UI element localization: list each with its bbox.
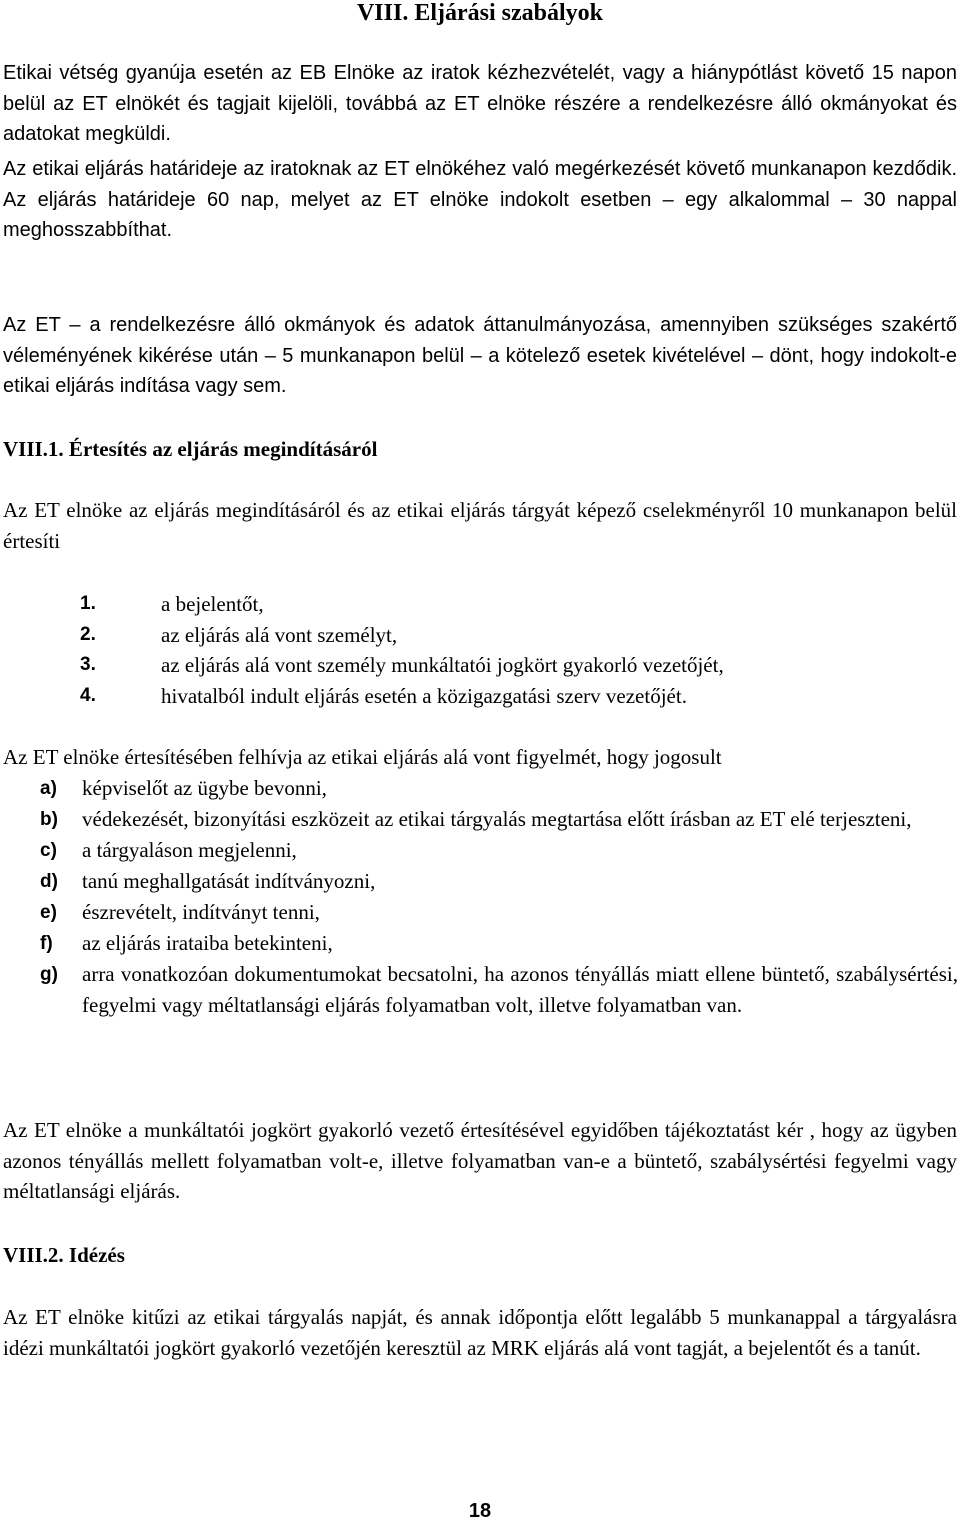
- list-number: 2.: [80, 623, 96, 645]
- notify-list: [80, 589, 940, 711]
- list-text: arra vonatkozóan dokumentumokat becsatolni, ha azonos tényállás miatt ellene büntető, szabálysértési, fegyelmi vagy méltatlansági eljárás folyamatban volt, illetve folyamatban van.: [82, 962, 958, 1017]
- paragraph-6: Az ET elnöke a munkáltatói jogkört gyakorló vezető értesítésével egyidőben tájékoztatást kér , hogy az ügyben azonos tényállás mellett folyamatban volt-e, illetve folyamatban van-e a büntető, szabálysértési fegyelmi vagy méltatlansági eljárás.: [3, 1118, 957, 1203]
- list-letter: c): [40, 840, 57, 861]
- list-item: [40, 928, 958, 959]
- list-text: képviselőt az ügybe bevonni,: [82, 776, 327, 800]
- list-item: [40, 804, 958, 835]
- list-letter: a): [40, 778, 57, 799]
- list-letter: g): [40, 964, 58, 985]
- page-number: 18: [468, 1500, 492, 1522]
- paragraph-1: Etikai vétség gyanúja esetén az EB Elnöke az iratok kézhezvételét, vagy a hiánypótlást követő 15 napon belül az ET elnökét és tagjait kijelöli, továbbá az ET elnöke részére a rendelkezésre álló okmányokat és adatokat megküldi.: [3, 62, 957, 145]
- list-text: a bejelentőt,: [161, 592, 264, 616]
- list-letter: d): [40, 871, 58, 892]
- rights-list: [40, 773, 958, 1021]
- list-item: [40, 866, 958, 897]
- paragraph-3: Az ET – a rendelkezésre álló okmányok és adatok áttanulmányozása, amennyiben szükséges szakértő véleményének kikérése után – 5 munkanapon belül – a kötelező esetek kivételével – dönt, hogy indokolt-e etikai eljárás indítása vagy sem.: [3, 314, 957, 397]
- list-letter: b): [40, 809, 58, 830]
- list-item: [80, 650, 940, 681]
- list-item: [40, 959, 958, 1021]
- list-text: az eljárás alá vont személy munkáltatói jogkört gyakorló vezetőjét,: [161, 653, 724, 677]
- list-item: [80, 681, 940, 712]
- list-text: észrevételt, indítványt tenni,: [82, 900, 320, 924]
- list-letter: e): [40, 902, 57, 923]
- heading-notification: VIII.1. Értesítés az eljárás megindításáról: [3, 437, 378, 461]
- paragraph-5: Az ET elnöke értesítésében felhívja az etikai eljárás alá vont figyelmét, hogy jogosult: [3, 745, 722, 769]
- list-text: hivatalból indult eljárás esetén a közigazgatási szerv vezetőjét.: [161, 683, 687, 708]
- list-item: [40, 835, 958, 866]
- list-text: a tárgyaláson megjelenni,: [82, 838, 297, 862]
- section-title: VIII. Eljárási szabályok: [356, 0, 604, 26]
- list-text: az eljárás alá vont személyt,: [161, 622, 398, 647]
- paragraph-4: Az ET elnöke az eljárás megindításáról és az etikai eljárás tárgyát képező cselekményről 10 munkanapon belül értesíti: [3, 498, 957, 553]
- paragraph-2: Az etikai eljárás határideje az iratoknak az ET elnökéhez való megérkezését követő munkanapon kezdődik. Az eljárás határideje 60 nap, melyet az ET elnöke indokolt esetben – egy alkalommal – 30 nappal meghosszabbíthat.: [3, 158, 957, 241]
- list-letter: f): [40, 933, 53, 954]
- list-item: [40, 897, 958, 928]
- list-text: tanú meghallgatását indítványozni,: [82, 869, 376, 893]
- list-number: 4.: [80, 684, 96, 706]
- list-number: 3.: [80, 654, 96, 675]
- list-item: [80, 620, 940, 651]
- heading-summons: VIII.2. Idézés: [3, 1243, 125, 1267]
- list-text: védekezését, bizonyítási eszközeit az etikai tárgyalás megtartása előtt írásban az ET elé terjeszteni,: [82, 807, 912, 831]
- list-item: [40, 773, 958, 804]
- list-item: [80, 589, 940, 620]
- list-number: 1.: [80, 593, 96, 614]
- list-text: az eljárás irataiba betekinteni,: [82, 931, 333, 955]
- paragraph-7: Az ET elnöke kitűzi az etikai tárgyalás napját, és annak időpontja előtt legalább 5 munkanappal a tárgyalásra idézi munkáltatói jogkört gyakorló vezetőjén keresztül az MRK eljárás alá vont tagját, a bejelentőt és a tanút.: [3, 1305, 957, 1360]
